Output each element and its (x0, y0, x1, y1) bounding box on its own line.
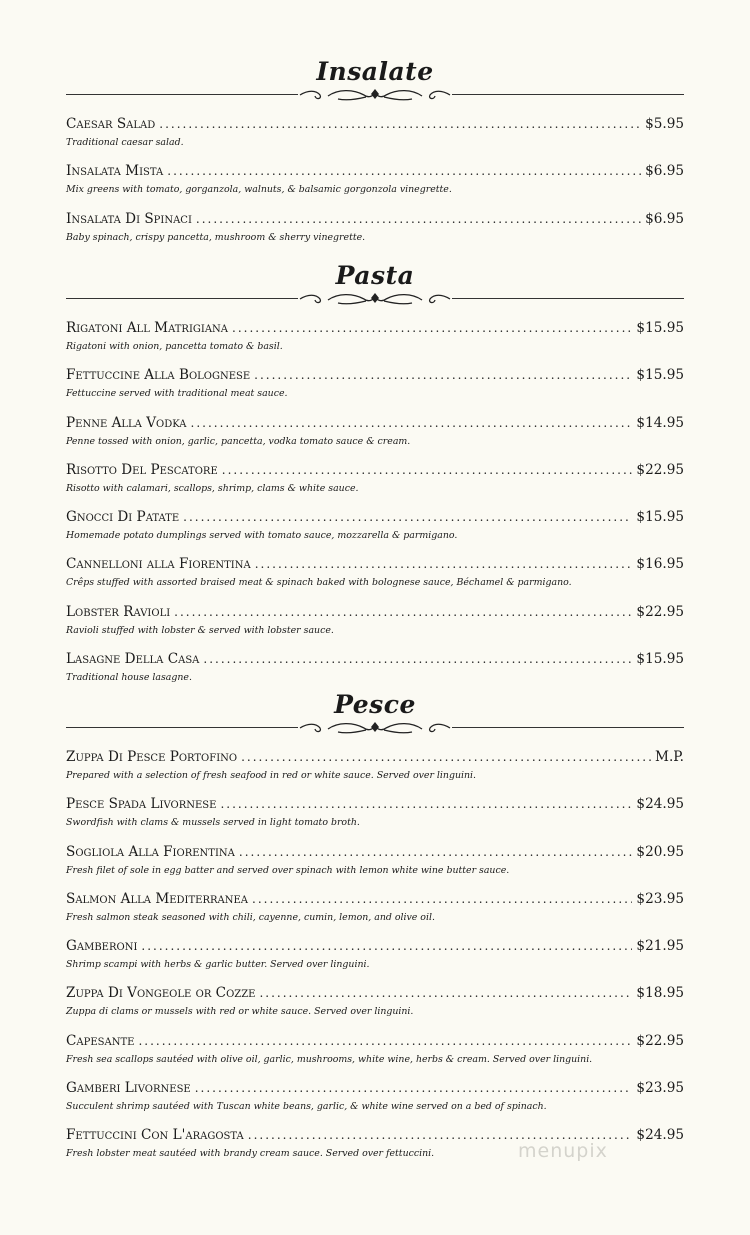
leader-dots (138, 1034, 632, 1048)
leader-dots (159, 117, 641, 131)
item-description: Penne tossed with onion, garlic, pancetta, vodka tomato sauce & cream. (66, 435, 411, 447)
item-description: Crêps stuffed with assorted braised meat & spinach baked with bolognese sauce, Béchamel & parmigano. (66, 577, 572, 589)
section-title: Pasta (335, 261, 415, 290)
item-name: Zuppa Di Pesce Portofino (66, 749, 238, 765)
item-description: Succulent shrimp sautéed with Tuscan white beans, garlic, & white wine served on a bed of spinach. (66, 1101, 547, 1113)
menu-item (66, 604, 684, 651)
menu-item (66, 211, 684, 258)
item-price: $5.95 (645, 116, 684, 132)
item-description: Fettuccine served with traditional meat sauce. (66, 388, 288, 400)
leader-dots (220, 797, 632, 811)
item-price: M.P. (655, 749, 684, 765)
item-price: $18.95 (636, 985, 684, 1002)
scroll-ornament-icon (298, 720, 452, 736)
leader-dots (232, 321, 632, 335)
item-price: $22.95 (636, 1032, 684, 1049)
leader-dots (141, 939, 632, 953)
item-description: Fresh filet of sole in egg batter and served over spinach with lemon white wine butter sauce. (66, 864, 510, 876)
leader-dots (239, 845, 633, 859)
watermark: menupix (518, 1140, 608, 1162)
item-name: Risotto Del Pescatore (66, 461, 218, 478)
section-insalate (66, 57, 684, 258)
menu-item (66, 1033, 684, 1080)
item-price: $15.95 (636, 651, 684, 668)
item-description: Risotto with calamari, scallops, shrimp, clams & white sauce. (66, 482, 359, 494)
leader-dots (203, 652, 632, 666)
scroll-ornament-icon (298, 87, 452, 103)
menu-item (66, 938, 684, 985)
menu-item (66, 1080, 684, 1127)
leader-dots (196, 212, 641, 226)
menu-item (66, 556, 684, 603)
leader-dots (174, 605, 632, 619)
item-description: Swordfish with clams & mussels served in light tomato broth. (66, 817, 360, 829)
leader-dots (167, 164, 641, 178)
leader-dots (254, 368, 632, 382)
menu-item (66, 163, 684, 210)
item-description: Prepared with a selection of fresh seafood in red or white sauce. Served over linguini. (66, 770, 477, 781)
item-name: Insalata Di Spinaci (66, 210, 192, 227)
item-name: Caesar Salad (66, 116, 156, 132)
item-description: Baby spinach, crispy pancetta, mushroom & sherry vinegrette. (66, 231, 366, 243)
item-description: Rigatoni with onion, pancetta tomato & basil. (66, 341, 283, 352)
item-name: Capesante (66, 1032, 135, 1049)
item-name: Cannelloni alla Fiorentina (66, 556, 251, 573)
item-price: $16.95 (636, 556, 684, 573)
item-name: Salmon Alla Mediterranea (66, 890, 249, 907)
menu-item (66, 891, 684, 938)
scroll-ornament-icon (298, 291, 452, 307)
item-name: Lasagne Della Casa (66, 651, 200, 668)
menu-item (66, 320, 684, 367)
item-price: $22.95 (636, 603, 684, 620)
menu-item (66, 985, 684, 1032)
item-price: $22.95 (636, 461, 684, 478)
item-description: Traditional caesar salad. (66, 137, 184, 148)
section-pesce (66, 690, 684, 1175)
leader-dots (195, 1081, 633, 1095)
item-name: Fettuccine Alla Bolognese (66, 367, 251, 384)
item-description: Fresh salmon steak seasoned with chili, cayenne, cumin, lemon, and olive oil. (66, 911, 435, 923)
item-price: $14.95 (636, 414, 684, 431)
item-price: $23.95 (636, 890, 684, 907)
item-name: Gamberi Livornese (66, 1080, 191, 1097)
item-description: Shrimp scampi with herbs & garlic butter. Served over linguini. (66, 959, 370, 971)
item-name: Rigatoni All Matrigiana (66, 320, 229, 336)
ornament-divider (66, 87, 684, 103)
item-name: Pesce Spada Livornese (66, 796, 217, 813)
menu-item (66, 749, 684, 796)
menu-item (66, 796, 684, 843)
item-price: $24.95 (636, 1127, 684, 1144)
item-price: $6.95 (645, 210, 684, 227)
item-name: Fettuccini Con L'aragosta (66, 1127, 244, 1144)
menu-item (66, 462, 684, 509)
item-name: Gnocci Di Patate (66, 509, 180, 526)
leader-dots (252, 892, 632, 906)
leader-dots (241, 750, 651, 764)
item-description: Traditional house lasagne. (66, 672, 192, 684)
item-name: Zuppa Di Vongeole or Cozze (66, 985, 256, 1002)
item-price: $15.95 (636, 509, 684, 526)
item-price: $15.95 (636, 367, 684, 384)
item-name: Lobster Ravioli (66, 603, 171, 620)
item-description: Homemade potato dumplings served with tomato sauce, mozzarella & parmigano. (66, 530, 458, 542)
menu-item (66, 367, 684, 414)
ornament-divider (66, 720, 684, 736)
item-price: $23.95 (636, 1080, 684, 1097)
leader-dots (259, 986, 632, 1000)
item-price: $6.95 (645, 163, 684, 180)
item-name: Sogliola Alla Fiorentina (66, 843, 235, 860)
item-name: Insalata Mista (66, 163, 164, 180)
section-title: Insalate (316, 57, 434, 86)
item-description: Ravioli stuffed with lobster & served with lobster sauce. (66, 624, 334, 636)
leader-dots (222, 463, 633, 477)
section-title: Pesce (334, 690, 416, 719)
item-price: $20.95 (636, 843, 684, 860)
leader-dots (183, 510, 632, 524)
item-name: Penne Alla Vodka (66, 414, 187, 431)
item-price: $15.95 (636, 320, 684, 336)
item-description: Fresh lobster meat sautéed with brandy cream sauce. Served over fettuccini. (66, 1148, 435, 1160)
leader-dots (255, 557, 633, 571)
item-name: Gamberoni (66, 938, 138, 955)
leader-dots (191, 416, 633, 430)
item-price: $24.95 (636, 796, 684, 813)
menu-item (66, 509, 684, 556)
menu-item (66, 415, 684, 462)
item-price: $21.95 (636, 938, 684, 955)
ornament-divider (66, 291, 684, 307)
menu-item (66, 116, 684, 163)
menu-item (66, 844, 684, 891)
section-pasta (66, 261, 684, 698)
item-description: Zuppa di clams or mussels with red or white sauce. Served over linguini. (66, 1006, 414, 1018)
item-description: Fresh sea scallops sautéed with olive oil, garlic, mushrooms, white wine, herbs & cream. Served over linguini. (66, 1053, 593, 1065)
item-description: Mix greens with tomato, gorganzola, walnuts, & balsamic gorgonzola vinegrette. (66, 184, 452, 196)
